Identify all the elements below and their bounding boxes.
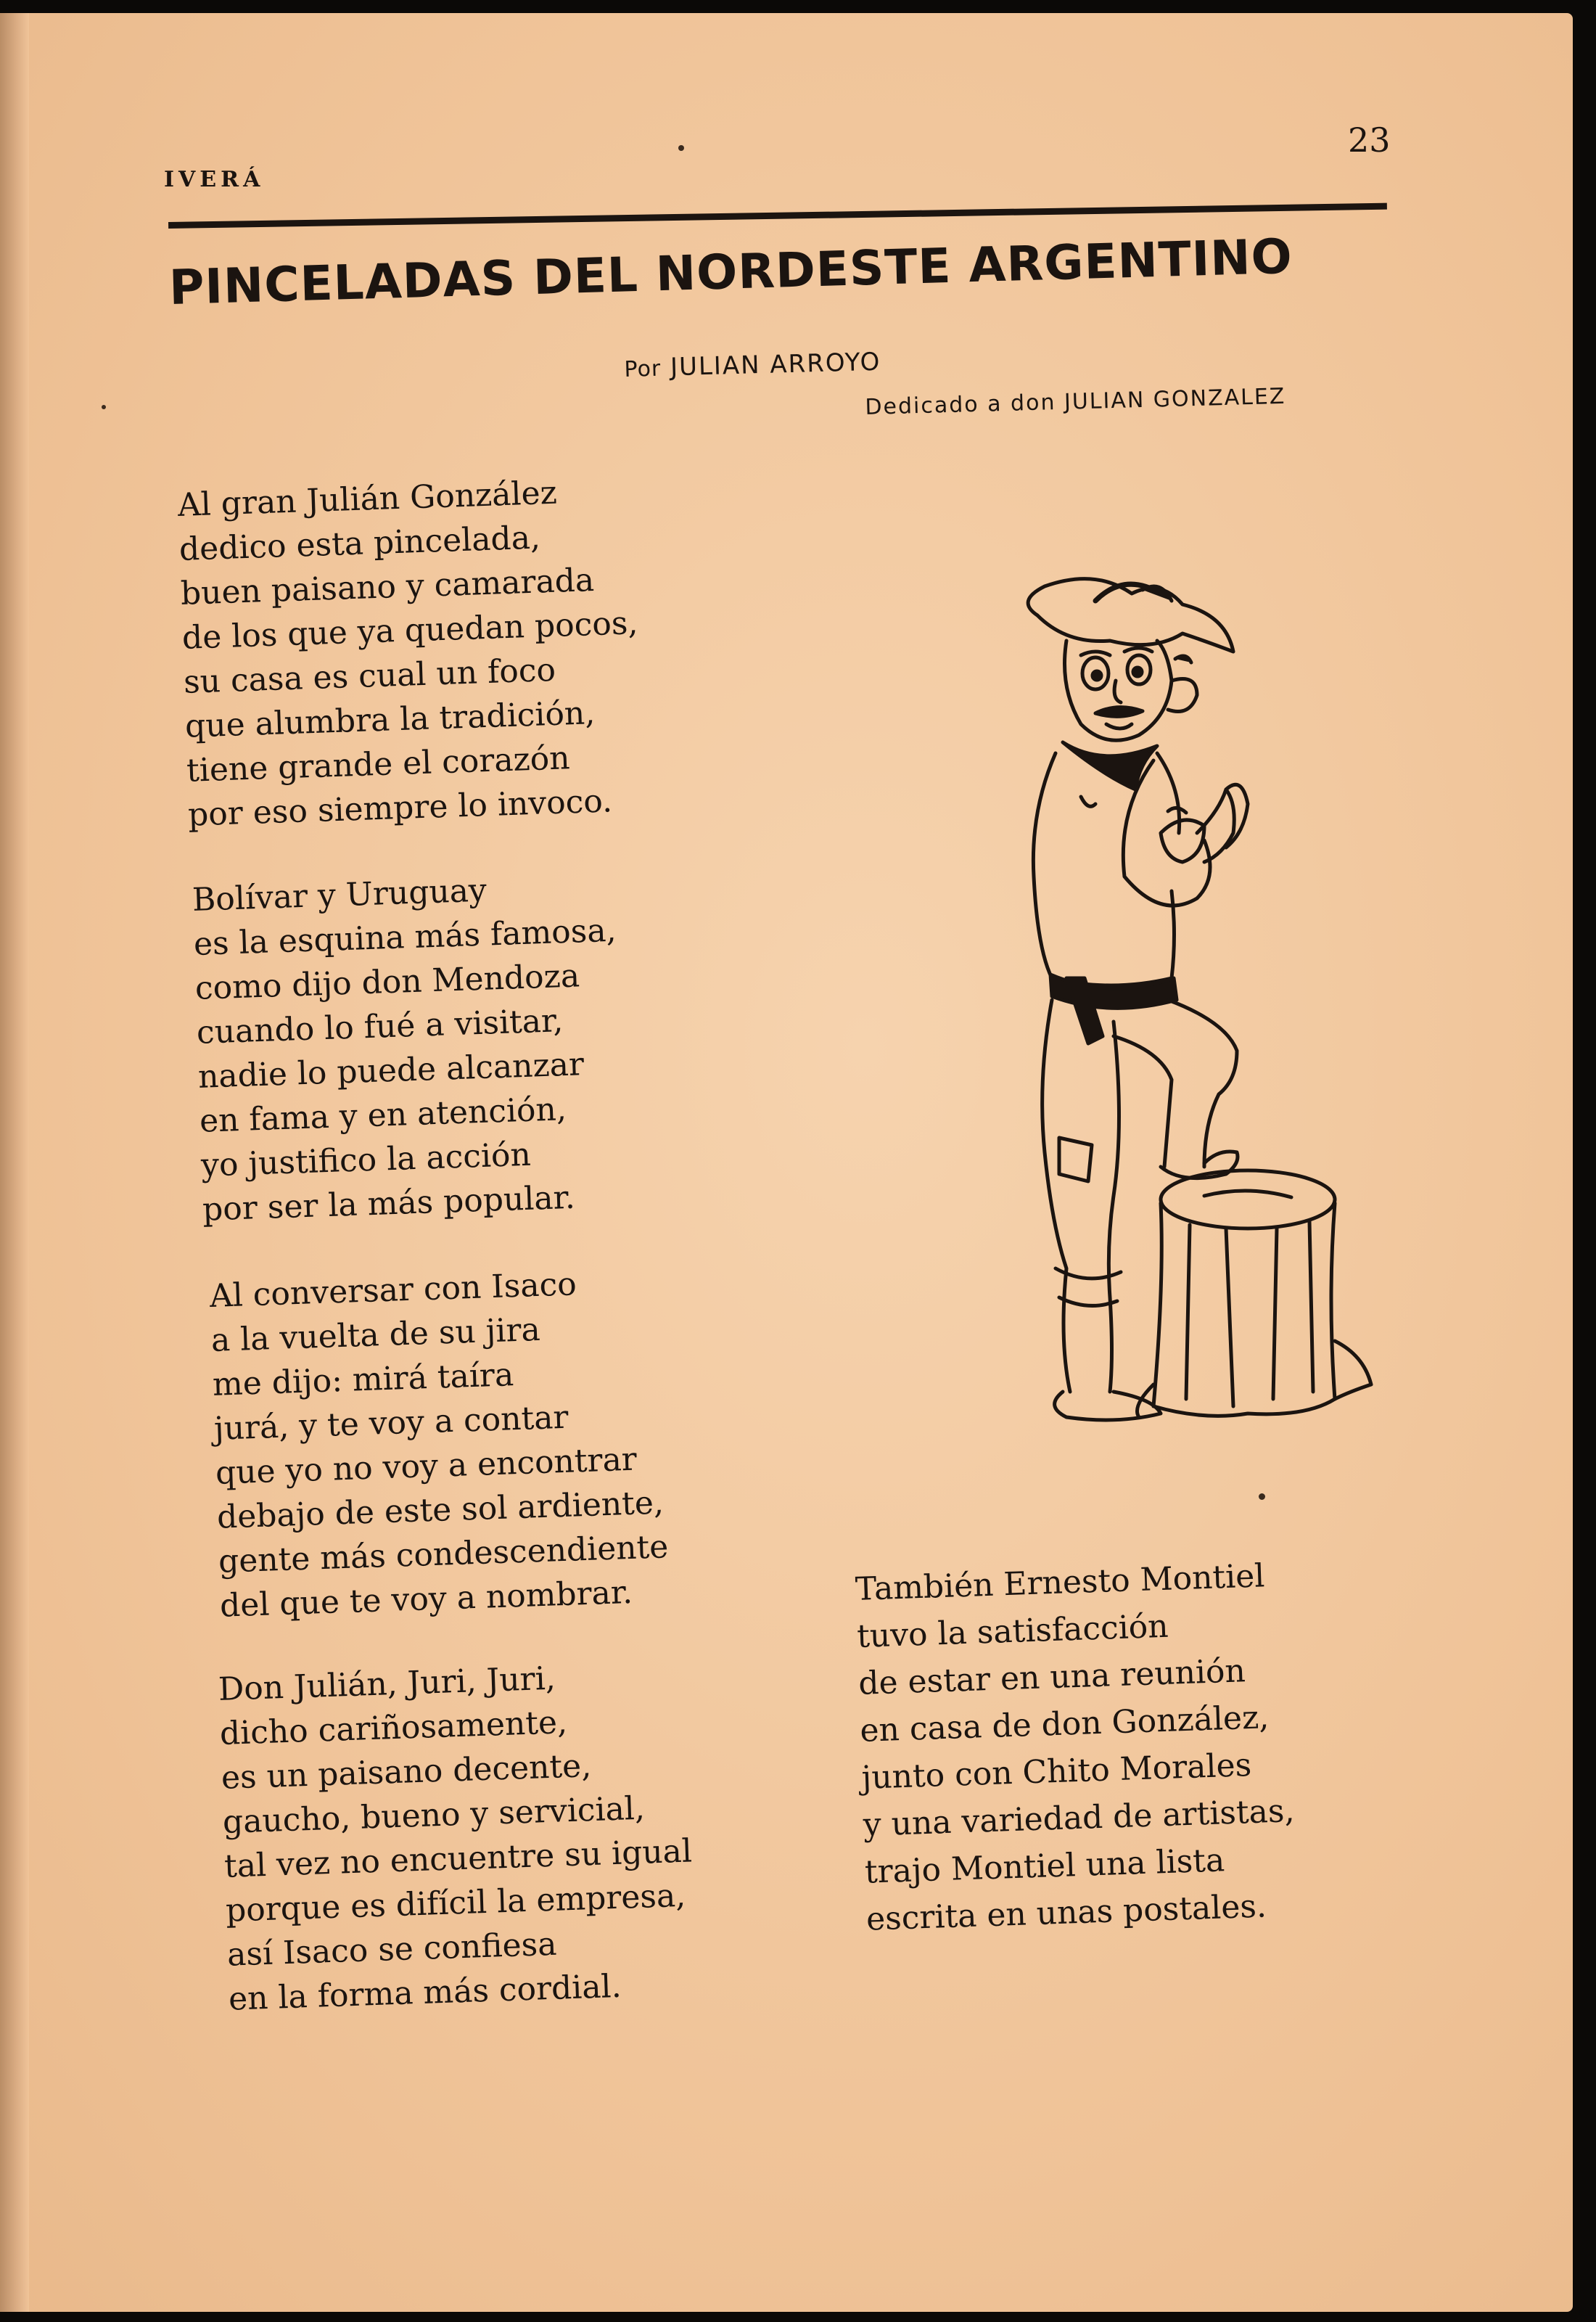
paper-speck xyxy=(1259,1493,1265,1500)
verse-line: jurá, y te voy a contar xyxy=(213,1398,569,1448)
author-name: JULIAN ARROYO xyxy=(670,347,881,382)
verse-line: en la forma más cordial. xyxy=(228,1967,622,2018)
verse-line: También Ernesto Montiel xyxy=(855,1557,1266,1608)
stanza-2 xyxy=(192,864,626,1232)
verse-line: gente más condescendiente xyxy=(218,1528,670,1580)
verse-line: junto con Chito Morales xyxy=(860,1747,1252,1797)
header-rule xyxy=(168,203,1387,229)
verse-line: Al conversar con Isaco xyxy=(209,1265,577,1315)
magazine-page xyxy=(0,13,1573,2312)
verse-line: porque es difícil la empresa, xyxy=(225,1876,686,1929)
verse-line: de los que ya quedan pocos, xyxy=(181,604,639,657)
verse-line: que yo no voy a encontrar xyxy=(215,1440,638,1492)
stanza-3 xyxy=(209,1259,670,1628)
verse-line: y una variedad de artistas, xyxy=(863,1792,1296,1844)
verse-line: gaucho, bueno y servicial, xyxy=(222,1789,646,1841)
verse-line: tal vez no encuentre su igual xyxy=(223,1832,693,1885)
paper-speck xyxy=(102,405,106,409)
verse-line: tiene grande el corazón xyxy=(186,739,571,789)
page-binding xyxy=(0,13,29,2312)
verse-line: en casa de don González, xyxy=(859,1699,1270,1749)
verse-line: tuvo la satisfacción xyxy=(856,1607,1169,1655)
byline-prefix: Por xyxy=(624,356,662,382)
verse-line: en fama y en atención, xyxy=(199,1091,567,1140)
verse-line: debajo de este sol ardiente, xyxy=(216,1484,665,1536)
verse-line: es la esquina más famosa, xyxy=(193,911,617,963)
stanza-4 xyxy=(218,1652,697,2022)
verse-line: así Isaco se confiesa xyxy=(226,1925,558,1974)
verse-line: cuando lo fué a visitar, xyxy=(196,1002,564,1051)
verse-line: como dijo don Mendoza xyxy=(194,957,580,1007)
byline xyxy=(624,348,881,383)
stanza-1 xyxy=(177,468,644,837)
verse-line: a la vuelta de su jira xyxy=(210,1310,541,1359)
verse-line: del que te voy a nombrar. xyxy=(219,1573,633,1625)
verse-line: dicho cariñosamente, xyxy=(219,1704,568,1752)
verse-line: trajo Montiel una lista xyxy=(864,1842,1225,1891)
gaucho-drawing-icon xyxy=(987,572,1393,1435)
verse-line: Don Julián, Juri, Juri, xyxy=(218,1660,556,1708)
verse-line: por eso siempre lo invoco. xyxy=(187,782,613,834)
verse-line: Al gran Julián González xyxy=(177,474,558,524)
stanza-5 xyxy=(855,1551,1299,1942)
verse-line: su casa es cual un foco xyxy=(183,651,556,701)
page-number: 23 xyxy=(1348,120,1391,160)
verse-line: nadie lo puede alcanzar xyxy=(197,1046,585,1096)
magazine-name: IVERÁ xyxy=(164,167,265,192)
article-title: PINCELADAS DEL NORDESTE ARGENTINO xyxy=(168,228,1293,316)
paper-speck xyxy=(678,145,684,151)
verse-line: por ser la más popular. xyxy=(202,1178,576,1228)
verse-line: es un paisano decente, xyxy=(221,1747,592,1797)
dedication: Dedicado a don JULIAN GONZALEZ xyxy=(865,383,1286,420)
verse-line: yo justifico la acción xyxy=(200,1136,532,1184)
verse-line: dedico esta pincelada, xyxy=(178,519,541,568)
verse-line: buen paisano y camarada xyxy=(180,562,595,612)
verse-line: de estar en una reunión xyxy=(857,1652,1246,1702)
verse-line: Bolívar y Uruguay xyxy=(192,871,488,919)
verse-line: escrita en unas postales. xyxy=(865,1887,1267,1938)
verse-line: que alumbra la tradición, xyxy=(184,694,596,745)
verse-line: me dijo: mirá taíra xyxy=(212,1356,514,1403)
